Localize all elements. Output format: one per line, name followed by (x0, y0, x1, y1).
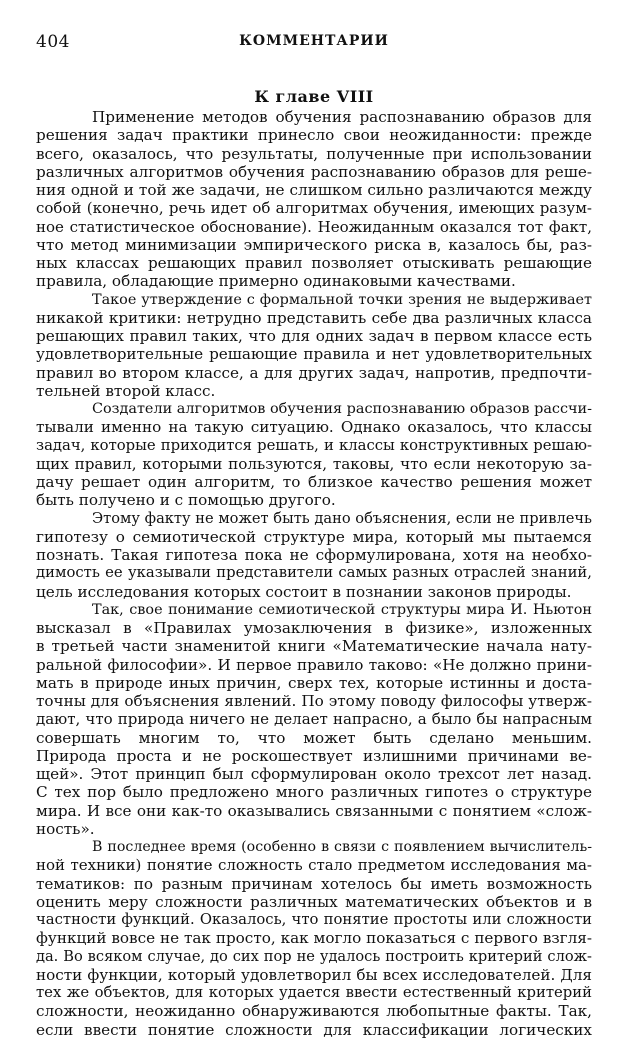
text-line: гипотезу о семиотической структуре мира, который мы пытаемся (36, 527, 592, 546)
text-line: познать. Такая гипотеза пока не сформулирована, хотя на необхо- (36, 546, 592, 564)
text-line: решающих правил таких, что для одних задач в первом классе есть (36, 327, 592, 345)
text-line: точны для объяснения явлений. По этому поводу философы утверж- (36, 692, 592, 710)
text-line: что метод минимизации эмпирического риска в, казалось бы, раз- (36, 235, 592, 254)
chapter-heading: К главе VIII (254, 87, 374, 106)
text-line: Природа проста и не роскошествует излишними причинами ве- (36, 746, 592, 765)
text-line: тельней второй класс. (36, 381, 216, 400)
text-line: удовлетворительные решающие правила и нет удовлетворительных (36, 345, 592, 364)
text-line: всего, оказалось, что результаты, полученные при использовании (36, 144, 592, 163)
text-line: тематиков: по разным причинам хотелось бы иметь возможность (36, 874, 592, 893)
text-line: частности функций. Оказалось, что понятие простоты или сложности (36, 911, 592, 928)
text-line: да. Во всяком случае, до сих пор не удалось построить критерий слож- (36, 947, 592, 965)
text-line: правил во втором классе, а для других задач, напротив, предпочти- (36, 363, 592, 382)
text-line: ной техники) понятие сложность стало предметом исследования ма- (36, 856, 592, 875)
text-line: щих правил, которыми пользуются, таковы, что если некоторую за- (36, 454, 592, 473)
text-line: Создатели алгоритмов обучения распознаванию образов рассчи- (92, 401, 592, 417)
page-number: 404 (36, 32, 70, 52)
text-line: Так, свое понимание семиотической структуры мира И. Ньютон (92, 601, 592, 618)
text-line: Этому факту не может быть дано объяснения, если не привлечь (92, 509, 592, 527)
text-line: сложности, неожиданно обнаруживаются любопытные факты. Так, (36, 1002, 592, 1021)
text-line: димость ее указывали представители самых разных отраслей знаний, (36, 564, 592, 582)
text-line: С тех пор было предложено много различных гипотез о структуре (36, 783, 592, 802)
text-line: ность». (36, 819, 95, 838)
text-line: щей». Этот принцип был сформулирован около трехсот лет назад. (36, 765, 592, 783)
text-line: мира. И все они как-то оказывались связанными с понятием «слож- (36, 801, 592, 820)
text-line: дачу решает один алгоритм, то близкое качество решения может (36, 473, 592, 491)
text-line: функций вовсе не так просто, как могло показаться с первого взгля- (36, 929, 592, 948)
text-line: если ввести понятие сложности для классификации логических (36, 1020, 592, 1039)
text-line: ния одной и той же задачи, не слишком сильно различаются между (36, 181, 592, 199)
text-line: быть получено и с помощью другого. (36, 491, 336, 510)
text-line: ральной философии». И первое правило таково: «Не должно прини- (36, 655, 592, 674)
text-line: совершать многим то, что может быть сделано меньшим. (36, 728, 592, 747)
running-head (36, 32, 592, 54)
running-title: КОММЕНТАРИИ (239, 33, 389, 49)
text-line: никакой критики: нетрудно представить себе два различных класса (36, 308, 592, 327)
text-line: высказал в «Правилах умозаключения в физике», изложенных (36, 619, 592, 637)
text-line: решения задач практики принесло свои неожиданности: прежде (36, 126, 592, 145)
text-line: в третьей части знаменитой книги «Математические начала нату- (36, 637, 592, 656)
text-line: правила, обладающие примерно одинаковыми качествами. (36, 272, 516, 291)
text-line: задач, которые приходится решать, и классы конструктивных решаю- (36, 436, 592, 454)
text-line: различных алгоритмов обучения распознаванию образов для реше- (36, 162, 592, 181)
text-line: оценить меру сложности различных математических объектов и в (36, 892, 592, 911)
text-line: дают, что природа ничего не делает напрасно, а было бы напрасным (36, 710, 592, 729)
text-line: Применение методов обучения распознаванию образов для (92, 108, 592, 126)
body-text (36, 108, 592, 1039)
text-line: цель исследования которых состоит в познании законов природы. (36, 582, 572, 601)
text-line: собой (конечно, речь идет об алгоритмах обучения, имеющих разум- (36, 199, 592, 218)
text-line: В последнее время (особенно в связи с появлением вычислитель- (92, 839, 592, 855)
text-line: мать в природе иных причин, сверх тех, которые истинны и доста- (36, 673, 592, 692)
text-line: ности функции, который удовлетворил бы всех исследователей. Для (36, 965, 592, 984)
text-line: тех же объектов, для которых удается ввести естественный критерий (36, 984, 592, 1001)
text-line: тывали именно на такую ситуацию. Однако оказалось, что классы (36, 418, 592, 437)
text-line: ное статистическое обоснование). Неожиданным оказался тот факт, (36, 217, 592, 236)
text-line: ных классах решающих правил позволяет отыскивать решающие (36, 254, 592, 272)
text-line: Такое утверждение с формальной точки зрения не выдерживает (92, 291, 592, 308)
